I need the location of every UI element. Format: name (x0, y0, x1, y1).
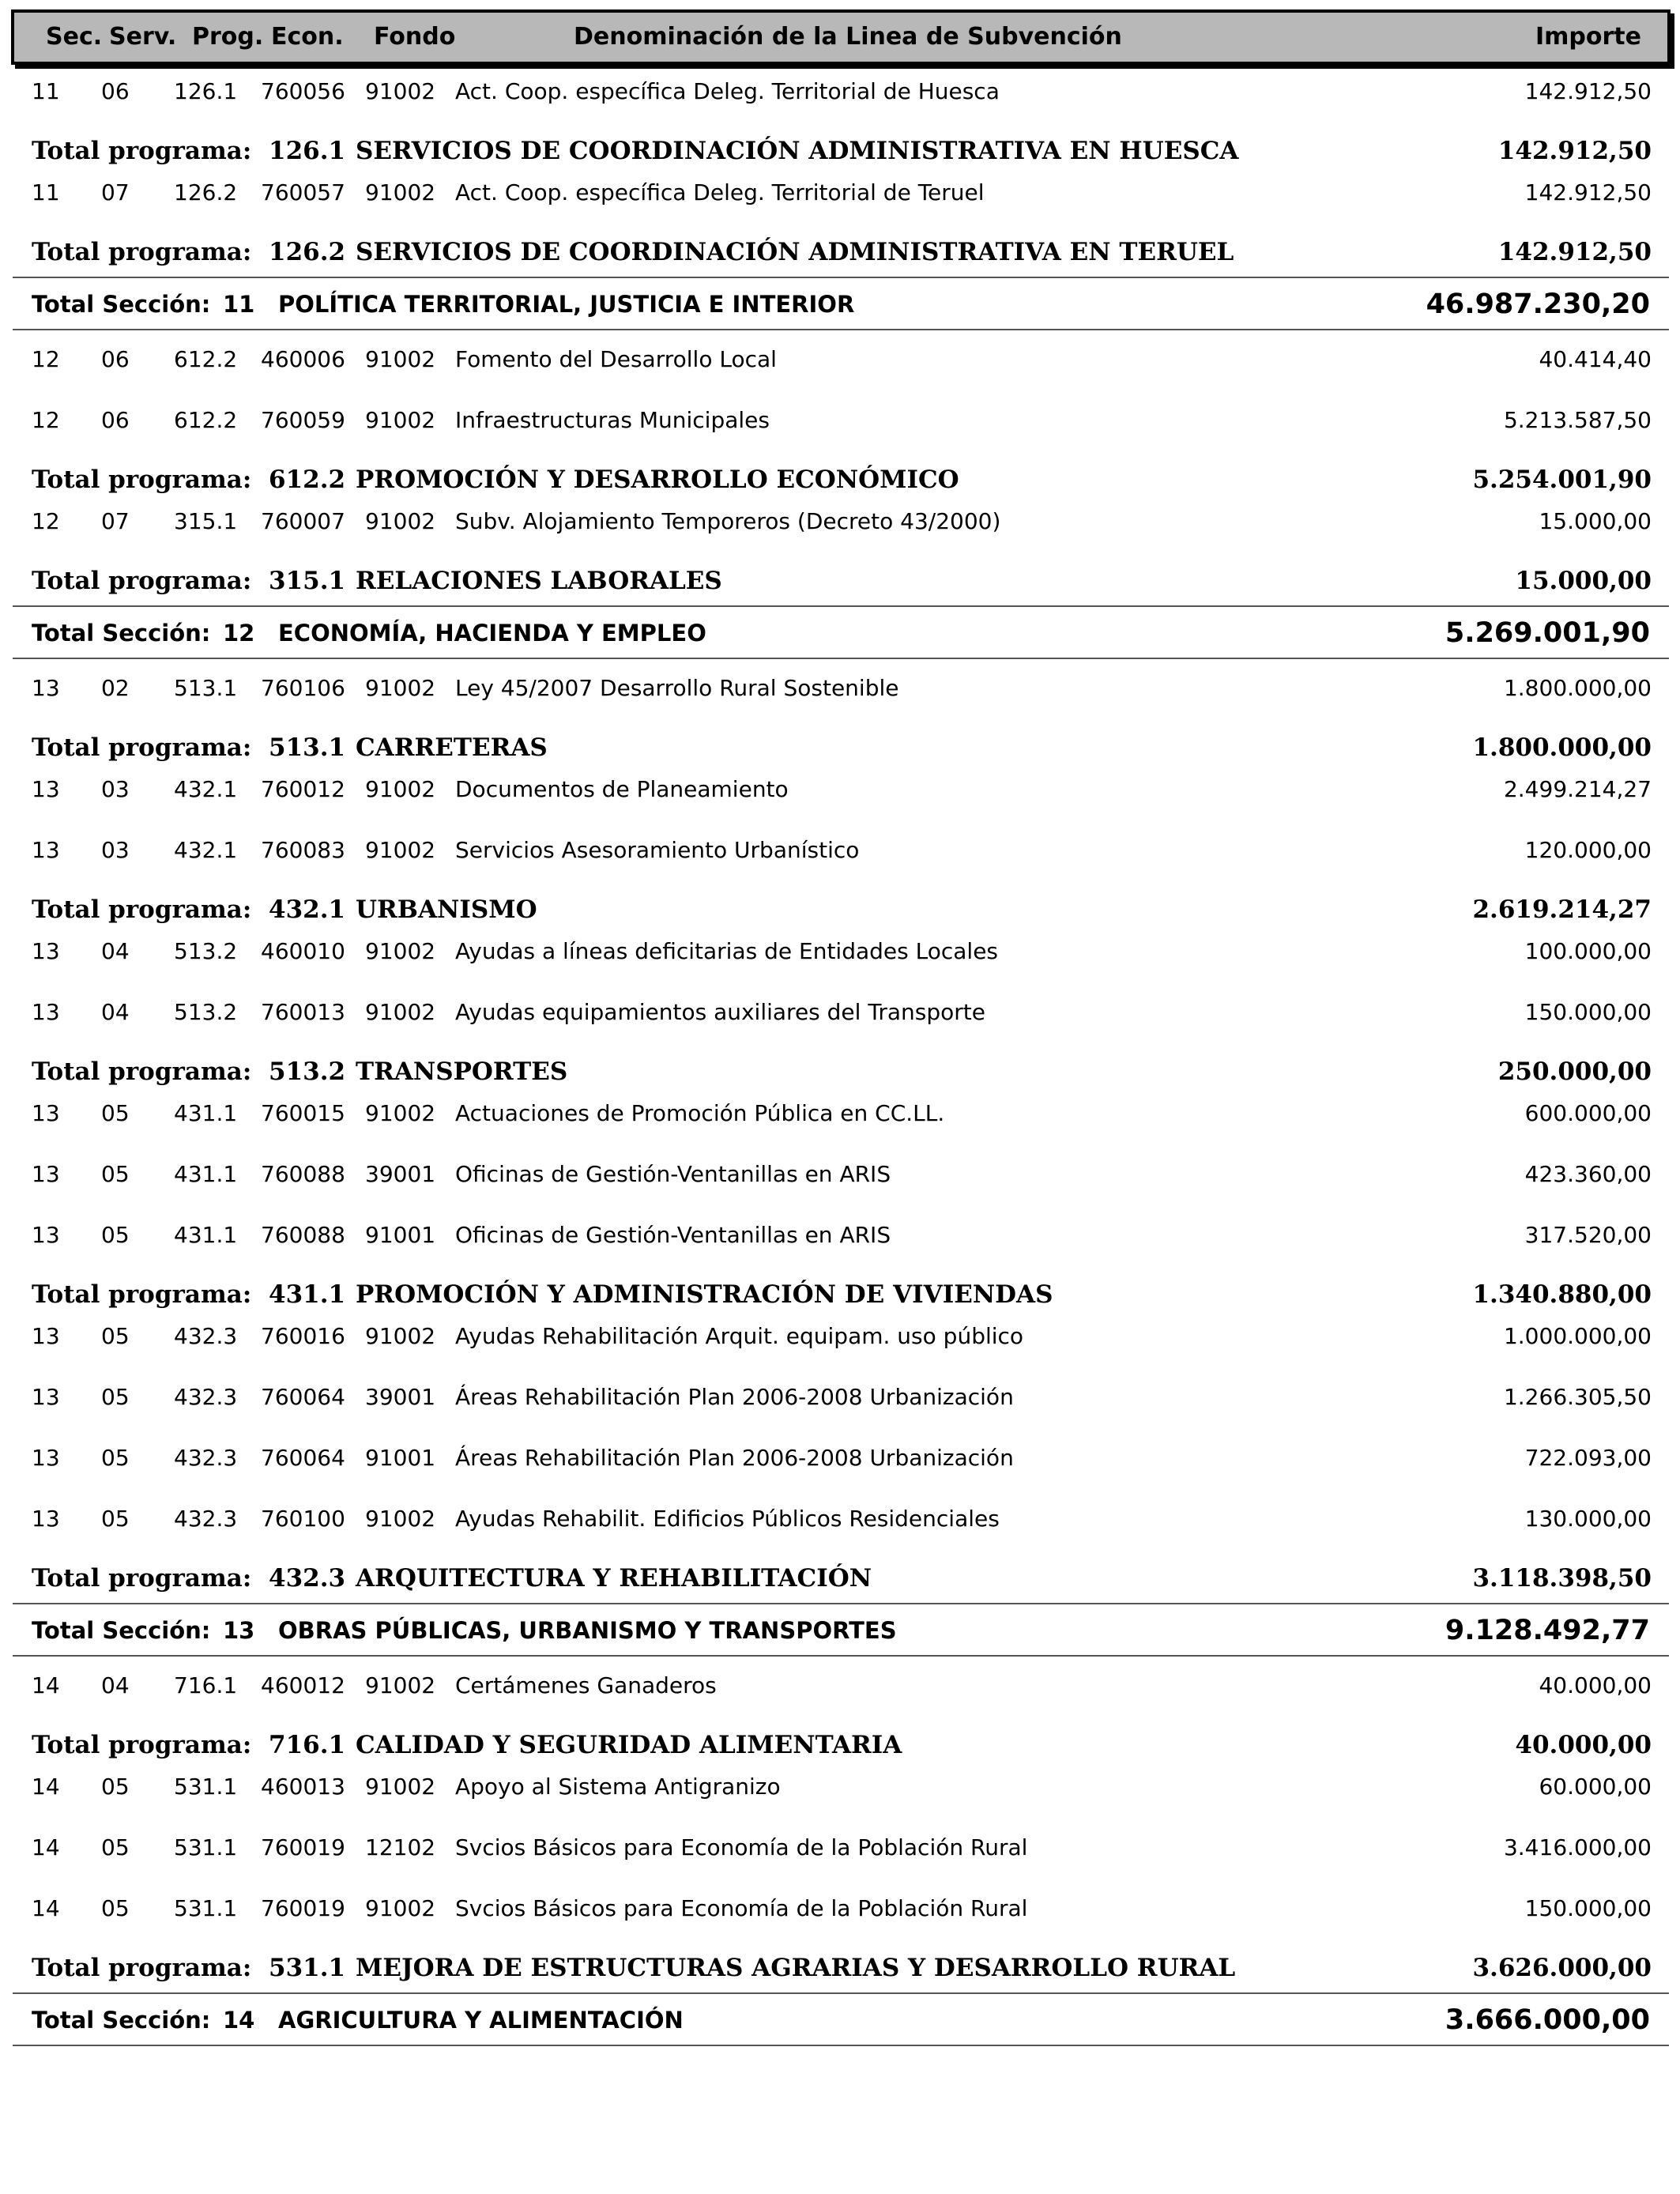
program-name: PROMOCIÓN Y ADMINISTRACIÓN DE VIVIENDAS (356, 1280, 1053, 1309)
program-amount: 1.800.000,00 (1472, 733, 1652, 762)
serv-code: 06 (101, 407, 130, 433)
program-name: SERVICIOS DE COORDINACIÓN ADMINISTRATIVA EN TERUEL (356, 238, 1234, 266)
header-sec: Sec. (46, 23, 103, 51)
program-total-label: Total programa: (32, 1280, 252, 1309)
program-amount: 3.626.000,00 (1472, 1954, 1652, 1982)
econ-code: 760064 (261, 1445, 345, 1471)
serv-code: 04 (101, 938, 130, 964)
line-description: Actuaciones de Promoción Pública en CC.LL. (455, 1100, 945, 1126)
econ-code: 760056 (261, 78, 345, 104)
line-description: Apoyo al Sistema Antigranizo (455, 1774, 781, 1800)
table-row (0, 1158, 1680, 1219)
line-description: Oficinas de Gestión-Ventanillas en ARIS (455, 1161, 891, 1187)
line-description: Act. Coop. específica Deleg. Territorial de Teruel (455, 179, 985, 205)
program-name: PROMOCIÓN Y DESARROLLO ECONÓMICO (356, 466, 959, 494)
prog-code: 432.3 (174, 1384, 238, 1410)
fondo-code: 39001 (365, 1384, 436, 1410)
section-amount: 5.269.001,90 (1445, 617, 1650, 649)
sec-code: 11 (32, 78, 60, 104)
line-description: Svcios Básicos para Economía de la Población Rural (455, 1895, 1028, 1921)
econ-code: 760100 (261, 1506, 345, 1532)
amount: 150.000,00 (1524, 999, 1652, 1025)
header-prog: Prog. (192, 23, 264, 51)
table-row (0, 1669, 1680, 1720)
program-name: TRANSPORTES (356, 1057, 568, 1086)
section-amount: 9.128.492,77 (1445, 1615, 1650, 1646)
program-name: CALIDAD Y SEGURIDAD ALIMENTARIA (356, 1731, 902, 1759)
econ-code: 760064 (261, 1384, 345, 1410)
sec-code: 13 (32, 938, 60, 964)
table-row (0, 996, 1680, 1046)
econ-code: 760106 (261, 675, 345, 701)
prog-code: 531.1 (174, 1895, 238, 1921)
table-row (0, 1770, 1680, 1831)
prog-code: 513.2 (174, 999, 238, 1025)
econ-code: 460010 (261, 938, 345, 964)
serv-code: 05 (101, 1774, 130, 1800)
table-row (0, 1381, 1680, 1442)
amount: 142.912,50 (1524, 78, 1652, 104)
econ-code: 760019 (261, 1895, 345, 1921)
fondo-code: 91002 (365, 346, 436, 372)
section-total-row (0, 606, 1680, 658)
program-code: 432.1 (269, 895, 346, 924)
prog-code: 432.3 (174, 1506, 238, 1532)
fondo-code: 91002 (365, 1323, 436, 1349)
fondo-code: 12102 (365, 1834, 436, 1860)
section-name: POLÍTICA TERRITORIAL, JUSTICIA E INTERIOR (278, 291, 855, 318)
section-total-label: Total Sección: (32, 1617, 211, 1644)
line-description: Áreas Rehabilitación Plan 2006-2008 Urbanización (455, 1384, 1014, 1410)
sec-code: 13 (32, 1323, 60, 1349)
amount: 142.912,50 (1524, 179, 1652, 205)
econ-code: 760015 (261, 1100, 345, 1126)
amount: 2.499.214,27 (1503, 776, 1652, 802)
serv-code: 05 (101, 1222, 130, 1248)
line-description: Servicios Asesoramiento Urbanístico (455, 837, 860, 863)
program-code: 612.2 (269, 466, 346, 494)
program-total-row (0, 1046, 1680, 1097)
line-description: Infraestructuras Municipales (455, 407, 770, 433)
section-code: 13 (223, 1617, 255, 1644)
section-code: 14 (223, 2007, 255, 2034)
amount: 1.800.000,00 (1503, 675, 1652, 701)
fondo-code: 91002 (365, 78, 436, 104)
sec-code: 11 (32, 179, 60, 205)
program-name: RELACIONES LABORALES (356, 567, 722, 595)
program-total-label: Total programa: (32, 137, 252, 165)
prog-code: 716.1 (174, 1672, 238, 1698)
serv-code: 05 (101, 1384, 130, 1410)
table-row (0, 1442, 1680, 1502)
table-row (0, 935, 1680, 996)
program-name: ARQUITECTURA Y REHABILITACIÓN (356, 1564, 872, 1593)
program-total-row (0, 1553, 1680, 1604)
program-amount: 15.000,00 (1515, 567, 1652, 595)
section-code: 11 (223, 291, 255, 318)
line-description: Act. Coop. específica Deleg. Territorial de Huesca (455, 78, 1000, 104)
prog-code: 531.1 (174, 1774, 238, 1800)
sec-code: 13 (32, 1445, 60, 1471)
line-description: Oficinas de Gestión-Ventanillas en ARIS (455, 1222, 891, 1248)
program-code: 513.1 (269, 733, 346, 762)
sec-code: 13 (32, 776, 60, 802)
fondo-code: 91002 (365, 999, 436, 1025)
econ-code: 460006 (261, 346, 345, 372)
fondo-code: 91002 (365, 837, 436, 863)
prog-code: 315.1 (174, 508, 238, 534)
table-row (0, 505, 1680, 556)
program-total-label: Total programa: (32, 1954, 252, 1982)
prog-code: 432.1 (174, 776, 238, 802)
serv-code: 05 (101, 1323, 130, 1349)
program-amount: 5.254.001,90 (1472, 466, 1652, 494)
section-rule-bottom (13, 658, 1669, 659)
sec-code: 13 (32, 675, 60, 701)
fondo-code: 91002 (365, 1672, 436, 1698)
econ-code: 760057 (261, 179, 345, 205)
prog-code: 432.1 (174, 837, 238, 863)
section-total-label: Total Sección: (32, 2007, 211, 2034)
serv-code: 06 (101, 346, 130, 372)
line-description: Ayudas Rehabilit. Edificios Públicos Residenciales (455, 1506, 1000, 1532)
program-total-row (0, 884, 1680, 935)
table-row (0, 773, 1680, 834)
prog-code: 126.1 (174, 78, 238, 104)
amount: 317.520,00 (1524, 1222, 1652, 1248)
table-row (0, 1892, 1680, 1943)
program-total-row (0, 227, 1680, 277)
section-total-row (0, 1604, 1680, 1655)
sec-code: 12 (32, 407, 60, 433)
section-name: AGRICULTURA Y ALIMENTACIÓN (278, 2007, 684, 2034)
line-description: Ayudas Rehabilitación Arquit. equipam. uso público (455, 1323, 1024, 1349)
program-code: 431.1 (269, 1280, 346, 1309)
sec-code: 13 (32, 1100, 60, 1126)
prog-code: 513.2 (174, 938, 238, 964)
table-row (0, 1831, 1680, 1892)
line-description: Certámenes Ganaderos (455, 1672, 717, 1698)
sec-code: 14 (32, 1774, 60, 1800)
table-row (0, 176, 1680, 227)
econ-code: 760083 (261, 837, 345, 863)
econ-code: 460013 (261, 1774, 345, 1800)
fondo-code: 91002 (365, 1895, 436, 1921)
econ-code: 760088 (261, 1161, 345, 1187)
serv-code: 06 (101, 78, 130, 104)
sec-code: 14 (32, 1672, 60, 1698)
fondo-code: 91001 (365, 1445, 436, 1471)
fondo-code: 91002 (365, 675, 436, 701)
line-description: Documentos de Planeamiento (455, 776, 789, 802)
program-code: 531.1 (269, 1954, 346, 1982)
header-fondo: Fondo (374, 23, 456, 51)
table-header (11, 9, 1671, 65)
program-code: 126.1 (269, 137, 346, 165)
amount: 423.360,00 (1524, 1161, 1652, 1187)
serv-code: 05 (101, 1834, 130, 1860)
econ-code: 460012 (261, 1672, 345, 1698)
program-total-label: Total programa: (32, 895, 252, 924)
line-description: Subv. Alojamiento Temporeros (Decreto 43/2000) (455, 508, 1001, 534)
fondo-code: 91002 (365, 179, 436, 205)
serv-code: 04 (101, 1672, 130, 1698)
program-amount: 2.619.214,27 (1472, 895, 1652, 924)
program-amount: 142.912,50 (1497, 238, 1652, 266)
program-code: 315.1 (269, 567, 346, 595)
section-name: OBRAS PÚBLICAS, URBANISMO Y TRANSPORTES (278, 1617, 897, 1644)
header-importe: Importe (1535, 23, 1641, 51)
prog-code: 612.2 (174, 407, 238, 433)
header-econ: Econ. (271, 23, 344, 51)
amount: 5.213.587,50 (1503, 407, 1652, 433)
line-description: Ley 45/2007 Desarrollo Rural Sostenible (455, 675, 899, 701)
line-description: Fomento del Desarrollo Local (455, 346, 777, 372)
fondo-code: 91002 (365, 938, 436, 964)
serv-code: 05 (101, 1895, 130, 1921)
econ-code: 760016 (261, 1323, 345, 1349)
program-total-label: Total programa: (32, 238, 252, 266)
program-total-row (0, 1720, 1680, 1770)
program-total-label: Total programa: (32, 567, 252, 595)
prog-code: 431.1 (174, 1222, 238, 1248)
table-row (0, 1502, 1680, 1553)
program-name: CARRETERAS (356, 733, 548, 762)
prog-code: 431.1 (174, 1100, 238, 1126)
program-total-row (0, 454, 1680, 505)
program-total-row (0, 722, 1680, 773)
program-amount: 1.340.880,00 (1472, 1280, 1652, 1309)
program-amount: 3.118.398,50 (1472, 1564, 1652, 1593)
amount: 100.000,00 (1524, 938, 1652, 964)
table-row (0, 1219, 1680, 1269)
sec-code: 13 (32, 999, 60, 1025)
prog-code: 432.3 (174, 1323, 238, 1349)
serv-code: 05 (101, 1445, 130, 1471)
amount: 15.000,00 (1539, 508, 1652, 534)
section-total-row (0, 277, 1680, 329)
prog-code: 432.3 (174, 1445, 238, 1471)
section-rule-bottom (13, 2045, 1669, 2046)
serv-code: 07 (101, 179, 130, 205)
program-code: 716.1 (269, 1731, 346, 1759)
program-total-label: Total programa: (32, 1057, 252, 1086)
serv-code: 05 (101, 1506, 130, 1532)
fondo-code: 39001 (365, 1161, 436, 1187)
econ-code: 760088 (261, 1222, 345, 1248)
sec-code: 13 (32, 1384, 60, 1410)
amount: 1.266.305,50 (1503, 1384, 1652, 1410)
serv-code: 03 (101, 776, 130, 802)
econ-code: 760013 (261, 999, 345, 1025)
econ-code: 760007 (261, 508, 345, 534)
section-name: ECONOMÍA, HACIENDA Y EMPLEO (278, 620, 706, 647)
amount: 130.000,00 (1524, 1506, 1652, 1532)
program-name: MEJORA DE ESTRUCTURAS AGRARIAS Y DESARROLLO RURAL (356, 1954, 1236, 1982)
header-serv: Serv. (109, 23, 177, 51)
sec-code: 14 (32, 1895, 60, 1921)
sec-code: 13 (32, 1506, 60, 1532)
sec-code: 13 (32, 1161, 60, 1187)
sec-code: 12 (32, 508, 60, 534)
serv-code: 05 (101, 1100, 130, 1126)
serv-code: 05 (101, 1161, 130, 1187)
section-amount: 3.666.000,00 (1445, 2004, 1650, 2036)
sec-code: 12 (32, 346, 60, 372)
serv-code: 04 (101, 999, 130, 1025)
serv-code: 02 (101, 675, 130, 701)
prog-code: 531.1 (174, 1834, 238, 1860)
amount: 60.000,00 (1539, 1774, 1652, 1800)
program-total-label: Total programa: (32, 466, 252, 494)
section-amount: 46.987.230,20 (1426, 288, 1650, 320)
prog-code: 612.2 (174, 346, 238, 372)
fondo-code: 91002 (365, 1100, 436, 1126)
section-total-label: Total Sección: (32, 291, 211, 318)
program-code: 513.2 (269, 1057, 346, 1086)
fondo-code: 91002 (365, 1774, 436, 1800)
amount: 40.000,00 (1539, 1672, 1652, 1698)
amount: 40.414,40 (1539, 346, 1652, 372)
sec-code: 14 (32, 1834, 60, 1860)
section-code: 12 (223, 620, 255, 647)
program-amount: 40.000,00 (1515, 1731, 1652, 1759)
section-total-label: Total Sección: (32, 620, 211, 647)
program-total-row (0, 1943, 1680, 1993)
prog-code: 126.2 (174, 179, 238, 205)
fondo-code: 91001 (365, 1222, 436, 1248)
econ-code: 760059 (261, 407, 345, 433)
program-total-label: Total programa: (32, 1731, 252, 1759)
sec-code: 13 (32, 837, 60, 863)
program-name: URBANISMO (356, 895, 537, 924)
fondo-code: 91002 (365, 776, 436, 802)
section-total-row (0, 1993, 1680, 2045)
line-description: Svcios Básicos para Economía de la Población Rural (455, 1834, 1028, 1860)
amount: 722.093,00 (1524, 1445, 1652, 1471)
table-row (0, 75, 1680, 126)
amount: 600.000,00 (1524, 1100, 1652, 1126)
program-code: 126.2 (269, 238, 346, 266)
table-row (0, 1097, 1680, 1158)
program-total-row (0, 126, 1680, 176)
line-description: Ayudas equipamientos auxiliares del Transporte (455, 999, 985, 1025)
amount: 150.000,00 (1524, 1895, 1652, 1921)
econ-code: 760019 (261, 1834, 345, 1860)
line-description: Ayudas a líneas deficitarias de Entidades Locales (455, 938, 999, 964)
fondo-code: 91002 (365, 508, 436, 534)
fondo-code: 91002 (365, 1506, 436, 1532)
program-total-label: Total programa: (32, 1564, 252, 1593)
prog-code: 431.1 (174, 1161, 238, 1187)
table-row (0, 1320, 1680, 1381)
sec-code: 13 (32, 1222, 60, 1248)
serv-code: 07 (101, 508, 130, 534)
prog-code: 513.1 (174, 675, 238, 701)
table-row (0, 404, 1680, 454)
serv-code: 03 (101, 837, 130, 863)
program-amount: 142.912,50 (1497, 137, 1652, 165)
program-code: 432.3 (269, 1564, 346, 1593)
econ-code: 760012 (261, 776, 345, 802)
fondo-code: 91002 (365, 407, 436, 433)
program-total-label: Total programa: (32, 733, 252, 762)
amount: 1.000.000,00 (1503, 1323, 1652, 1349)
program-amount: 250.000,00 (1497, 1057, 1652, 1086)
program-name: SERVICIOS DE COORDINACIÓN ADMINISTRATIVA EN HUESCA (356, 137, 1239, 165)
amount: 3.416.000,00 (1503, 1834, 1652, 1860)
header-denominacion: Denominación de la Linea de Subvención (574, 23, 1122, 51)
table-row (0, 672, 1680, 722)
amount: 120.000,00 (1524, 837, 1652, 863)
program-total-row (0, 556, 1680, 606)
program-total-row (0, 1269, 1680, 1320)
table-row (0, 834, 1680, 884)
table-row (0, 343, 1680, 404)
line-description: Áreas Rehabilitación Plan 2006-2008 Urbanización (455, 1445, 1014, 1471)
